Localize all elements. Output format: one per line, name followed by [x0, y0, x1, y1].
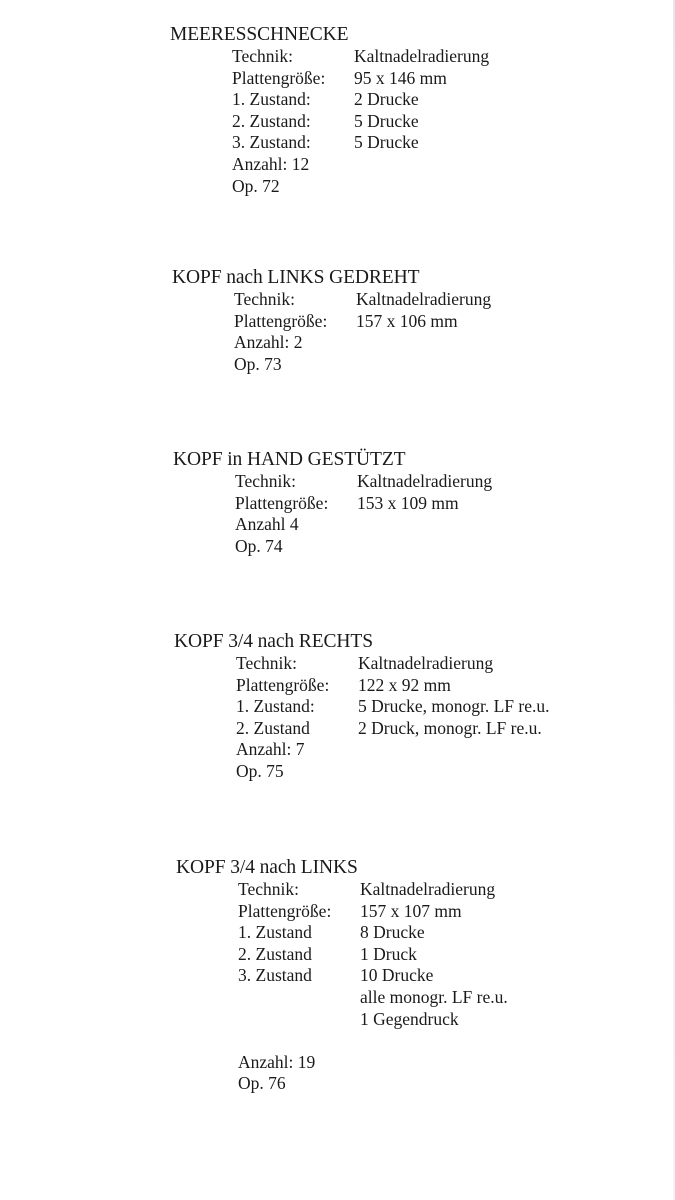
- catalog-entry: [170, 24, 489, 197]
- detail-label: 1. Zustand:: [236, 696, 315, 717]
- detail-value: 2 Druck, monogr. LF re.u.: [358, 717, 542, 738]
- detail-row: [238, 901, 508, 923]
- detail-label: 1. Zustand: [238, 922, 312, 943]
- detail-value: 122 x 92 mm: [358, 674, 451, 695]
- detail-label: Plattengröße:: [235, 492, 329, 513]
- detail-label: Technik:: [238, 879, 299, 899]
- detail-row: [232, 68, 489, 90]
- detail-value: 95 x 146 mm: [354, 67, 447, 88]
- detail-row: [232, 89, 489, 111]
- detail-label: Plattengröße:: [238, 900, 332, 921]
- detail-value: 153 x 109 mm: [357, 492, 459, 513]
- entry-details: [238, 879, 508, 1095]
- detail-label: Op. 76: [238, 1073, 286, 1094]
- detail-row: [234, 289, 491, 311]
- detail-value: 157 x 107 mm: [360, 900, 462, 921]
- detail-row: [238, 1030, 508, 1052]
- entry-title: KOPF in HAND GESTÜTZT: [173, 449, 406, 470]
- detail-label: 2. Zustand:: [232, 110, 311, 131]
- entry-title: KOPF 3/4 nach LINKS: [176, 857, 358, 878]
- catalog-entry: [172, 267, 491, 375]
- detail-label: Op. 72: [232, 175, 280, 196]
- detail-label: Technik:: [235, 471, 296, 491]
- detail-label: Technik:: [236, 653, 297, 673]
- entry-details: [234, 289, 491, 375]
- detail-value: 8 Drucke: [360, 922, 425, 943]
- detail-value: 5 Drucke, monogr. LF re.u.: [358, 696, 550, 717]
- detail-label: Technik:: [232, 46, 293, 66]
- entry-details: [235, 471, 492, 557]
- detail-row: [235, 493, 492, 515]
- detail-label: [238, 1030, 360, 1052]
- catalog-entry: [176, 857, 508, 1095]
- detail-label: Op. 75: [236, 760, 284, 781]
- detail-row: [236, 696, 550, 718]
- detail-row: [234, 311, 491, 333]
- detail-label: 2. Zustand: [236, 717, 310, 738]
- detail-row: [232, 176, 489, 198]
- entry-title: MEERESSCHNECKE: [170, 24, 349, 45]
- detail-row: [236, 653, 550, 675]
- catalog-entry: [174, 631, 550, 783]
- detail-row: [234, 332, 491, 354]
- detail-label: [238, 987, 360, 1009]
- detail-value: 2 Drucke: [354, 89, 419, 110]
- detail-value: 1 Gegendruck: [360, 1008, 459, 1029]
- detail-row: [232, 46, 489, 68]
- detail-row: [238, 1009, 508, 1031]
- detail-row: [235, 536, 492, 558]
- detail-value: Kaltnadelradierung: [358, 653, 494, 673]
- detail-label: Plattengröße:: [236, 674, 330, 695]
- detail-label: 3. Zustand:: [232, 132, 311, 153]
- detail-row: [232, 154, 489, 176]
- detail-row: [236, 675, 550, 697]
- detail-row: [235, 514, 492, 536]
- detail-row: [236, 739, 550, 761]
- detail-label: 1. Zustand:: [232, 89, 311, 110]
- detail-label: 2. Zustand: [238, 943, 312, 964]
- catalog-entry: [173, 449, 492, 557]
- detail-row: [236, 761, 550, 783]
- detail-row: [235, 471, 492, 493]
- detail-label: Op. 74: [235, 535, 283, 556]
- detail-value: Kaltnadelradierung: [354, 46, 490, 66]
- detail-label: Plattengröße:: [234, 310, 328, 331]
- detail-label: 3. Zustand: [238, 965, 312, 986]
- entry-title: KOPF nach LINKS GEDREHT: [172, 267, 420, 288]
- detail-row: [232, 132, 489, 154]
- detail-value: 1 Druck: [360, 943, 417, 964]
- detail-value: 5 Drucke: [354, 110, 419, 131]
- detail-row: [238, 922, 508, 944]
- detail-label: Plattengröße:: [232, 67, 326, 88]
- detail-value: alle monogr. LF re.u.: [360, 986, 508, 1007]
- detail-value: 10 Drucke: [360, 965, 434, 986]
- entry-details: [236, 653, 550, 783]
- detail-value: 157 x 106 mm: [356, 310, 458, 331]
- detail-label: Op. 73: [234, 353, 282, 374]
- detail-label: Technik:: [234, 289, 295, 309]
- detail-row: [238, 944, 508, 966]
- detail-row: [236, 718, 550, 740]
- entry-details: [232, 46, 489, 197]
- detail-row: [238, 1073, 508, 1095]
- detail-value: 5 Drucke: [354, 132, 419, 153]
- detail-row: [238, 1052, 508, 1074]
- detail-row: [238, 879, 508, 901]
- detail-label: Anzahl: 19: [238, 1051, 316, 1072]
- detail-value: Kaltnadelradierung: [360, 879, 496, 899]
- detail-label: Anzahl 4: [235, 514, 299, 535]
- detail-label: Anzahl: 7: [236, 739, 305, 760]
- detail-row: [238, 987, 508, 1009]
- detail-row: [238, 965, 508, 987]
- detail-label: Anzahl: 12: [232, 153, 310, 174]
- detail-value: Kaltnadelradierung: [356, 289, 492, 309]
- detail-label: Anzahl: 2: [234, 332, 303, 353]
- detail-value: Kaltnadelradierung: [357, 471, 493, 491]
- detail-row: [232, 111, 489, 133]
- detail-row: [234, 354, 491, 376]
- detail-label: [238, 1009, 360, 1031]
- entry-title: KOPF 3/4 nach RECHTS: [174, 631, 373, 652]
